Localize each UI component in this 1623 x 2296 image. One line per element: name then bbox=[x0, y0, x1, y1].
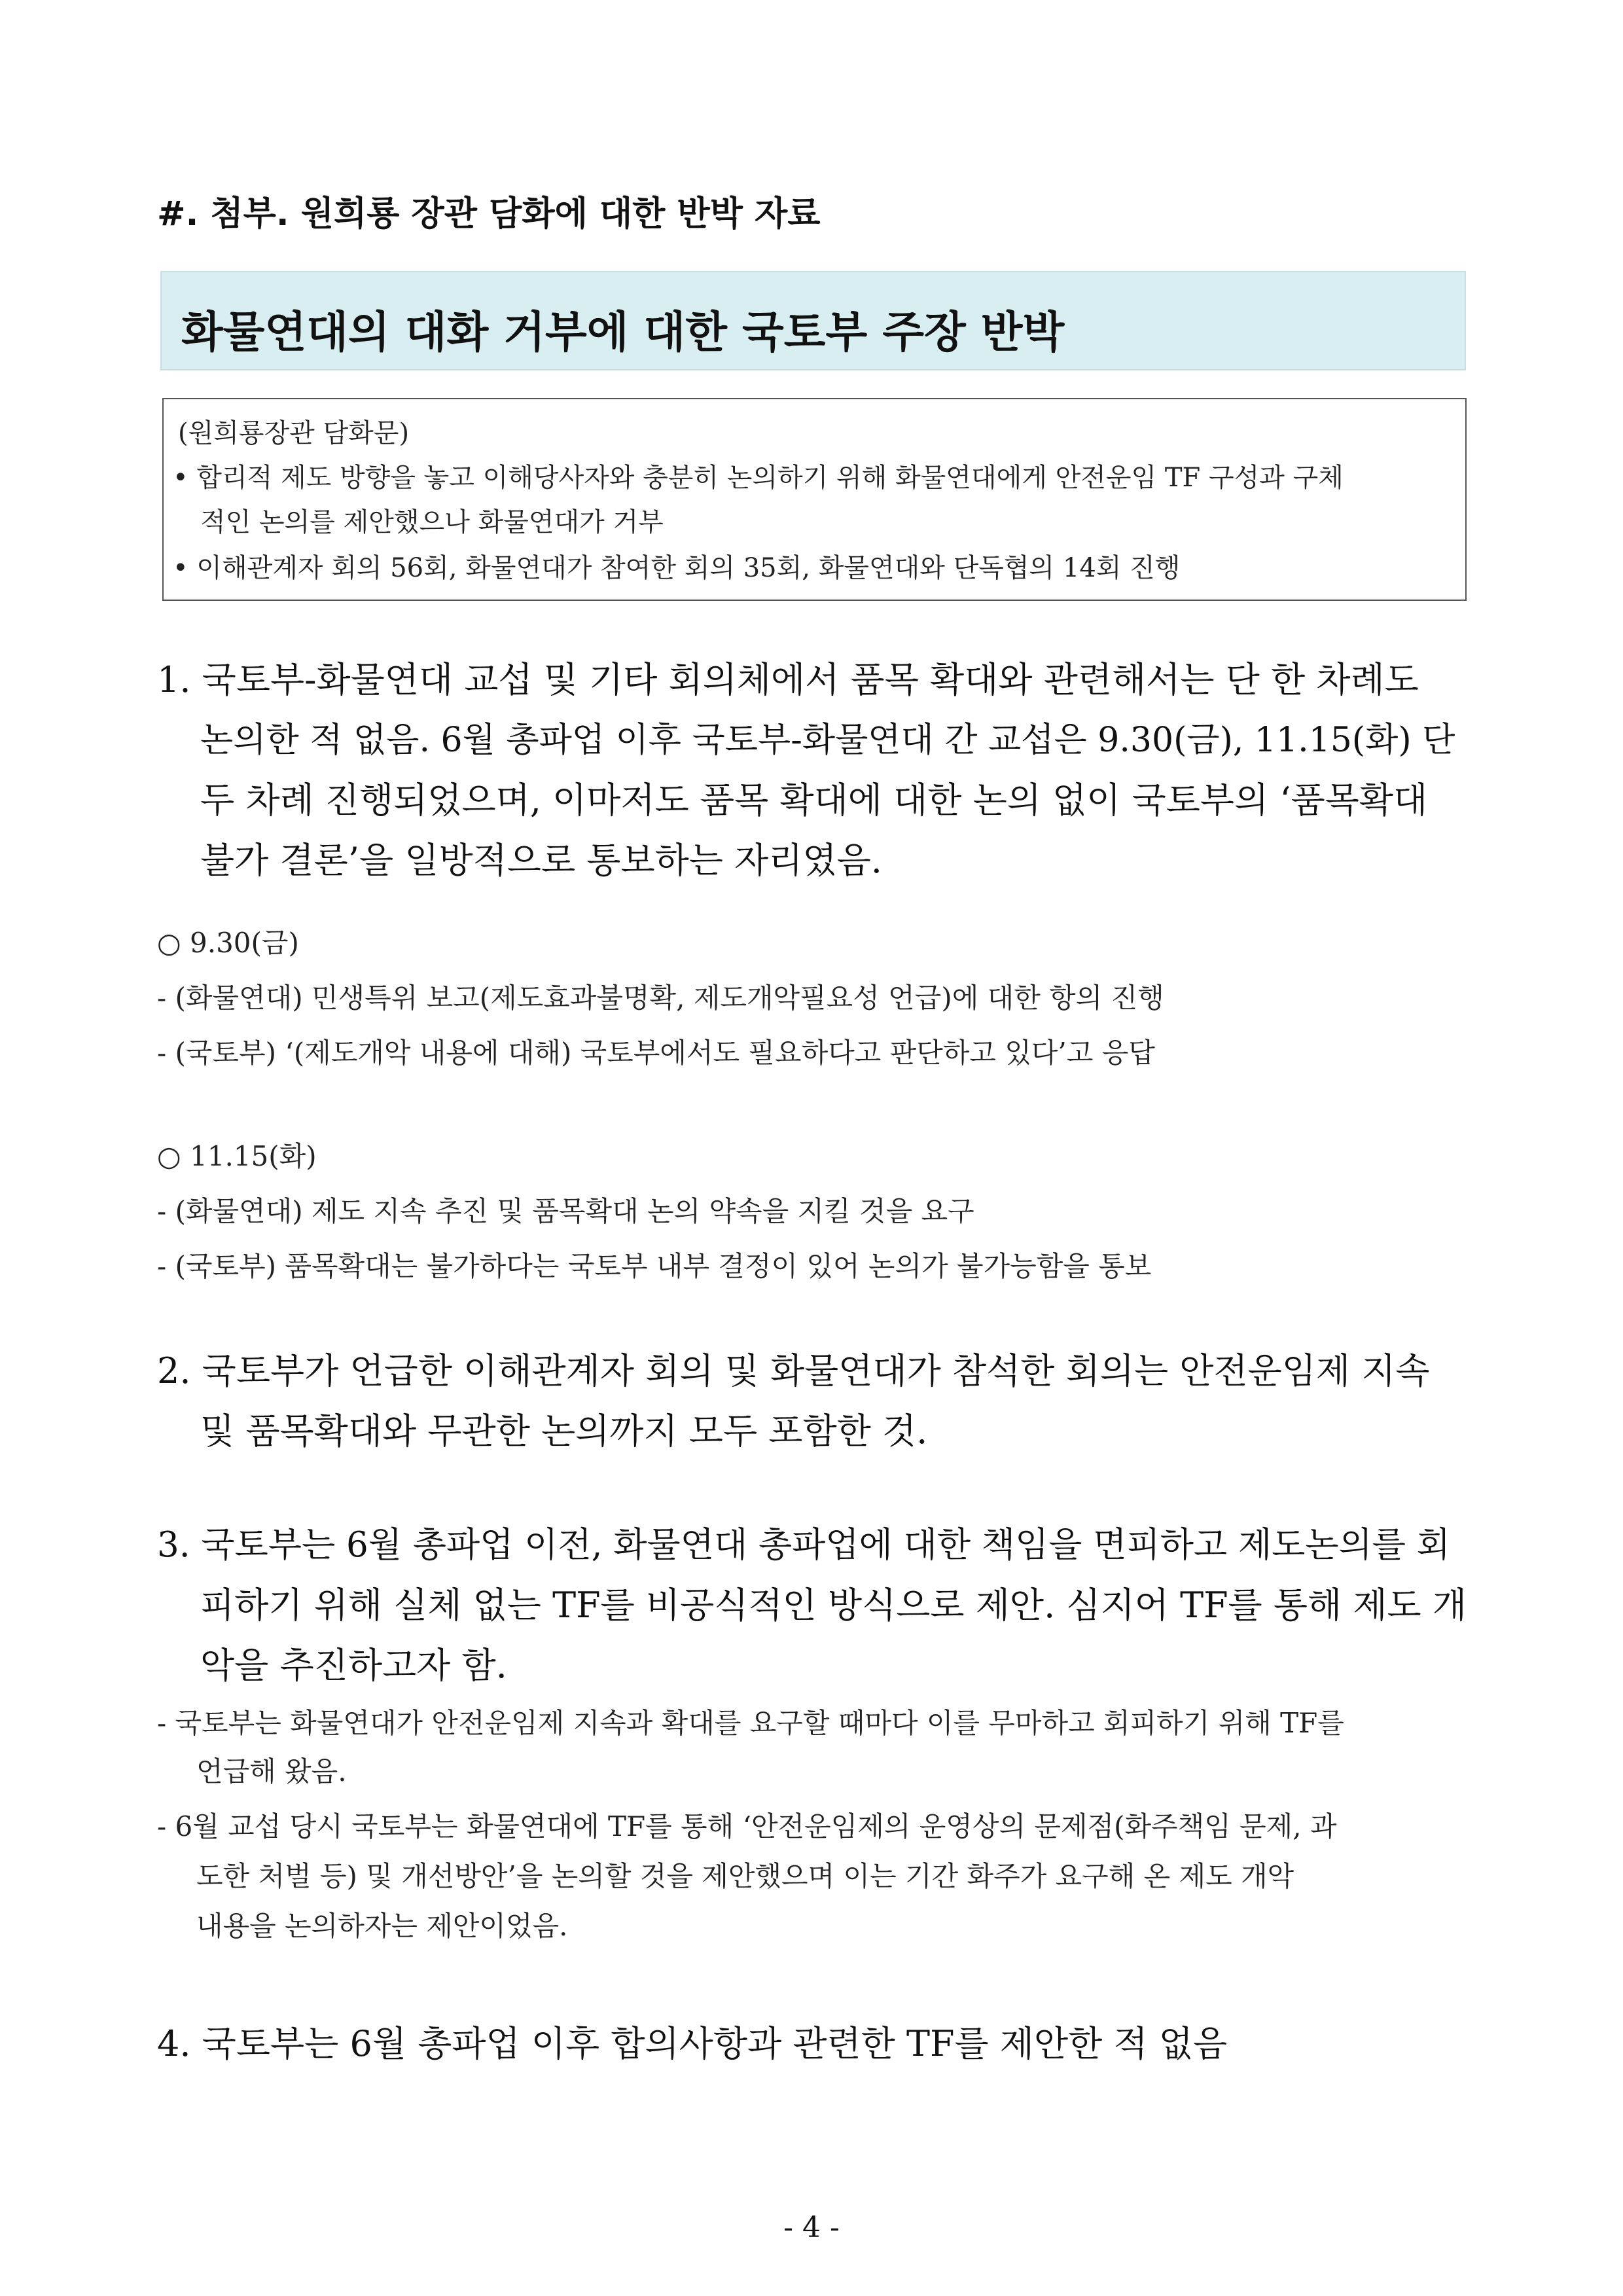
item3-note2-line2: 도한 처벌 등) 및 개선방안’을 논의할 것을 제안했으며 이는 기간 화주가 요구해 온 제도 개악 bbox=[196, 1860, 1294, 1892]
meeting1-date: ○ 9.30(금) bbox=[157, 927, 299, 959]
item3-line1: 3. 국토부는 6월 총파업 이전, 화물연대 총파업에 대한 책임을 면피하고 제도논의를 회 bbox=[157, 1525, 1450, 1565]
statement-title: (원희룡장관 담화문) bbox=[178, 418, 410, 448]
item3-line2: 피하기 위해 실체 없는 TF를 비공식적인 방식으로 제안. 심지어 TF를 통해 제도 개 bbox=[200, 1585, 1467, 1626]
page-number: - 4 - bbox=[783, 2211, 840, 2244]
meeting1-line1: - (화물연대) 민생특위 보고(제도효과불명확, 제도개악필요성 언급)에 대한 항의 진행 bbox=[157, 982, 1164, 1014]
section-banner bbox=[160, 271, 1466, 370]
statement-bullet-1: • 합리적 제도 방향을 놓고 이해당사자와 충분히 논의하기 위해 화물연대에게 안전운임 TF 구성과 구체 bbox=[173, 463, 1344, 493]
item1-line4: 불가 결론’을 일방적으로 통보하는 자리였음. bbox=[200, 840, 882, 881]
banner-title: 화물연대의 대화 거부에 대한 국토부 주장 반박 bbox=[181, 307, 1065, 357]
item2-line1: 2. 국토부가 언급한 이해관계자 회의 및 화물연대가 참석한 회의는 안전운임제 지속 bbox=[157, 1350, 1430, 1391]
meeting2-line2: - (국토부) 품목확대는 불가하다는 국토부 내부 결정이 있어 논의가 불가능함을 통보 bbox=[157, 1250, 1152, 1282]
item3-note2-line3: 내용을 논의하자는 제안이었음. bbox=[196, 1910, 568, 1942]
item4-line1: 4. 국토부는 6월 총파업 이후 합의사항과 관련한 TF를 제안한 적 없음 bbox=[157, 2023, 1228, 2064]
meeting1-line2: - (국토부) ‘(제도개악 내용에 대해) 국토부에서도 필요하다고 판단하고 있다’고 응답 bbox=[157, 1037, 1155, 1069]
item1-line1: 1. 국토부-화물연대 교섭 및 기타 회의체에서 품목 확대와 관련해서는 단 한 차례도 bbox=[157, 659, 1419, 700]
statement-bullet-1-cont: 적인 논의를 제안했으나 화물연대가 거부 bbox=[200, 507, 664, 537]
meeting2-date: ○ 11.15(화) bbox=[157, 1140, 317, 1172]
item2-line2: 및 품목확대와 무관한 논의까지 모두 포함한 것. bbox=[200, 1410, 928, 1452]
item3-note1-line2: 언급해 왔음. bbox=[196, 1755, 347, 1787]
item3-note1-line1: - 국토부는 화물연대가 안전운임제 지속과 확대를 요구할 때마다 이를 무마하고 회피하기 위해 TF를 bbox=[157, 1707, 1344, 1739]
minister-statement-box bbox=[162, 398, 1467, 601]
item3-line3: 악을 추진하고자 함. bbox=[200, 1645, 507, 1686]
item1-line2: 논의한 적 없음. 6월 총파업 이후 국토부-화물연대 간 교섭은 9.30(금), 11.15(화) 단 bbox=[200, 721, 1455, 760]
item1-line3: 두 차례 진행되었으며, 이마저도 품목 확대에 대한 논의 없이 국토부의 ‘품목확대 bbox=[200, 780, 1428, 821]
statement-bullet-2: • 이해관계자 회의 56회, 화물연대가 참여한 회의 35회, 화물연대와 단독협의 14회 진행 bbox=[173, 553, 1181, 583]
item3-note2-line1: - 6월 교섭 당시 국토부는 화물연대에 TF를 통해 ‘안전운임제의 운영상의 문제점(화주책임 문제, 과 bbox=[157, 1810, 1337, 1842]
attachment-heading: #. 첨부. 원희룡 장관 담화에 대한 반박 자료 bbox=[157, 194, 821, 234]
meeting2-line1: - (화물연대) 제도 지속 추진 및 품목확대 논의 약속을 지킬 것을 요구 bbox=[157, 1195, 974, 1227]
